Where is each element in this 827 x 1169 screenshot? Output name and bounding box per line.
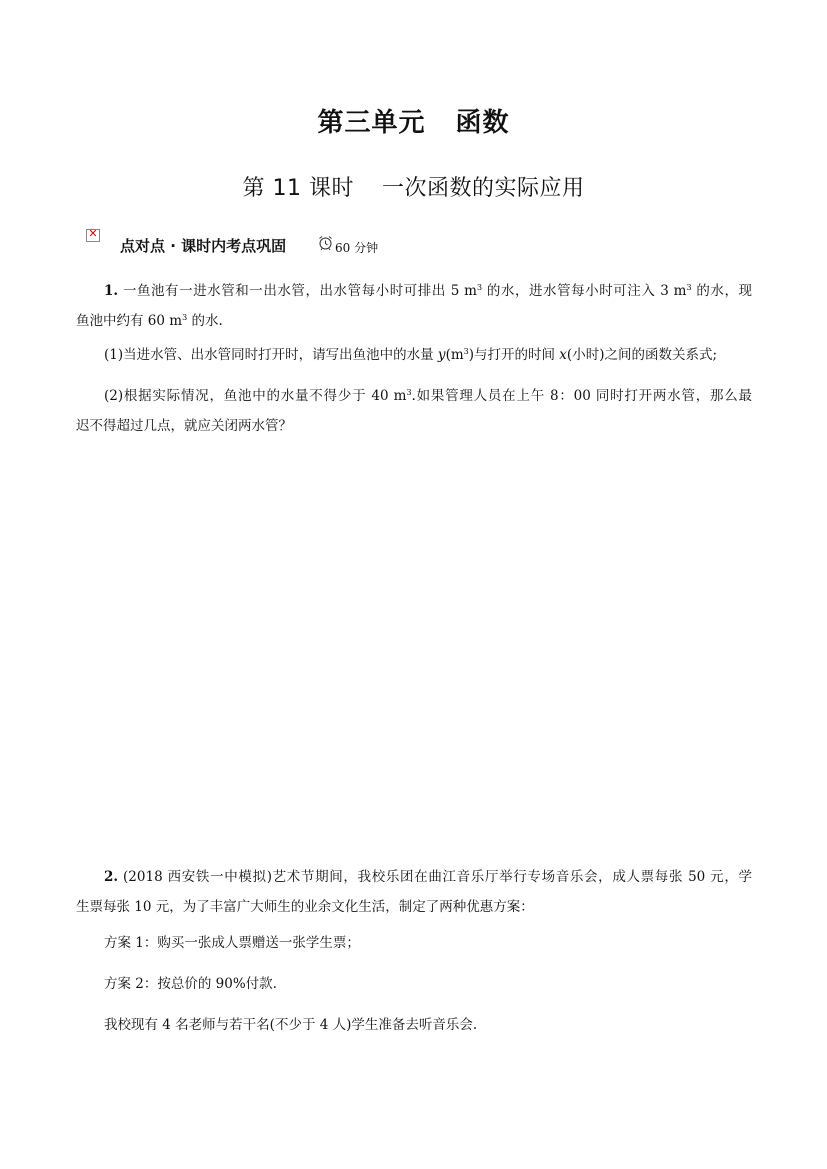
q1-line-2: 鱼池中约有 60 $m^3$ 的水. xyxy=(76,313,223,329)
q2-line-5: 我校现有 4 名老师与若干名(不少于 4 人)学生准备去听音乐会. xyxy=(104,1017,478,1033)
time-limit: 60 分钟 xyxy=(335,241,379,255)
question-2 xyxy=(76,862,752,922)
lesson-title xyxy=(0,171,827,202)
q1-number: 1. xyxy=(104,283,119,299)
q2-line-1: 2. (2018 西安铁一中模拟)艺术节期间，我校乐团在曲江音乐厅举行专场音乐会，成人票每张 50 元，学 xyxy=(104,869,752,885)
section-heading-text: 点对点 · 课时内考点巩固 xyxy=(120,237,287,255)
q2-plan-1: 方案 1：购买一张成人票赠送一张学生票； xyxy=(104,935,360,951)
unit-name: 函数 xyxy=(455,108,510,138)
q2-line-2: 生票每张 10 元，为了丰富广大师生的业余文化生活，制定了两种优惠方案： xyxy=(76,899,534,915)
unit-title xyxy=(0,102,827,139)
lesson-name: 一次函数的实际应用 xyxy=(381,176,585,201)
section-heading xyxy=(86,229,486,259)
lesson-label: 第 11 课时 xyxy=(242,176,354,201)
q2-number: 2. xyxy=(104,869,119,885)
broken-image-icon: ✕ xyxy=(86,229,100,242)
unit-label: 第三单元 xyxy=(317,108,426,138)
q1-sub-2: (2)根据实际情况，鱼池中的水量不得少于 40 $m^3$.如果管理人员在上午 8：00 同时打开两水管，那么最 迟不得超过几点，就应关闭两水管？ xyxy=(76,388,753,434)
question-1 xyxy=(76,276,752,336)
q1-sub-1: (1)当进水管、出水管同时打开时，请写出鱼池中的水量 $y(m^3)$与打开的时间 x(小时)之间的函数关系式; xyxy=(104,347,718,363)
q1-line-1: 1. 一鱼池有一进水管和一出水管，出水管每小时可排出 5 $m^3$ 的水，进水管每小时可注入 3 $m^3$ 的水，现 xyxy=(104,283,752,299)
alarm-clock-icon xyxy=(317,234,334,251)
q2-plan-2: 方案 2：按总价的 90%付款. xyxy=(104,976,277,992)
